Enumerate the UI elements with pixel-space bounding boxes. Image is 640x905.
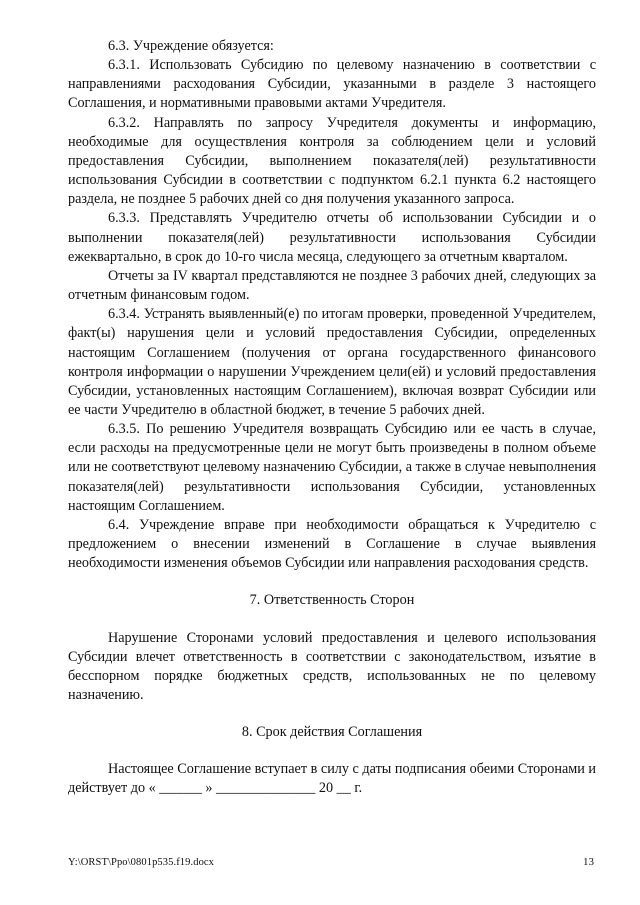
document-body: [68, 37, 596, 799]
paragraph-6-3-3: 6.3.3. Представлять Учредителю отчеты об использовании Субсидии и о выполнении показателя(лей) результативности использования Субсидии ежеквартально, в срок до 10-го числа месяца, следующего за отчетным кварталом.: [68, 210, 596, 265]
paragraph-8: Настоящее Соглашение вступает в силу с даты подписания обеими Сторонами и действует до « ______ » ______________ 20 __ г.: [68, 761, 596, 797]
paragraph-6-3: 6.3. Учреждение обязуется:: [108, 38, 274, 54]
paragraph-6-3-4: 6.3.4. Устранять выявленный(е) по итогам проверки, проведенной Учредителем, факт(ы) нарушения цели и условий предоставления Субсидии, определенных настоящим Соглашением (получения от органа государственного финансового контроля информации о нарушении Учреждением цели(ей) и условий предоставления Субсидии, установленных настоящим Соглашением), включая возврат Субсидии или ее части Учредителю в областной бюджет, в течение 5 рабочих дней.: [68, 306, 596, 418]
paragraph-quarterly-reports: Отчеты за IV квартал представляются не позднее 3 рабочих дней, следующих за отчетным финансовым годом.: [68, 267, 596, 304]
paragraph-6-3-2: 6.3.2. Направлять по запросу Учредителя документы и информацию, необходимые для осуществления контроля за соблюдением цели и условий предоставления Субсидии, выполнением показателя(лей) результативности использования Субсидии в соответствии с подпунктом 6.2.1 пункта 6.2 настоящего раздела, не позднее 5 рабочих дней со дня получения указанного запроса.: [68, 114, 596, 208]
paragraph-6-3-1: 6.3.1. Использовать Субсидию по целевому назначению в соответствии с направлениями расходования Субсидии, указанными в разделе 3 настоящего Соглашения, и нормативными правовыми актами Учредителя.: [68, 57, 596, 112]
footer-page-number: 13: [583, 856, 594, 868]
section-7-heading: 7. Ответственность Сторон: [249, 592, 415, 609]
footer-file-path: Y:\ORST\Ppo\0801p535.f19.docx: [68, 857, 215, 868]
paragraph-6-3-5: 6.3.5. По решению Учредителя возвращать Субсидию или ее часть в случае, если расходы на предусмотренные цели не могут быть произведены в полном объеме или не соответствуют целевому назначению Субсидии, а также в случае невыполнения показателя(лей) результативности использования Субсидии, установленных настоящим Соглашением.: [68, 421, 596, 514]
paragraph-7: Нарушение Сторонами условий предоставления и целевого использования Субсидии влечет ответственность в соответствии с законодательством, изъятие в бесспорном порядке бюджетных средств, использованных не по целевому назначению.: [68, 629, 596, 703]
paragraph-6-4: 6.4. Учреждение вправе при необходимости обращаться к Учредителю с предложением о внесении изменений в Соглашение в случае выявления необходимости изменения объемов Субсидии или направления расходования средств.: [68, 516, 596, 572]
section-8-heading: 8. Срок действия Соглашения: [241, 724, 423, 741]
